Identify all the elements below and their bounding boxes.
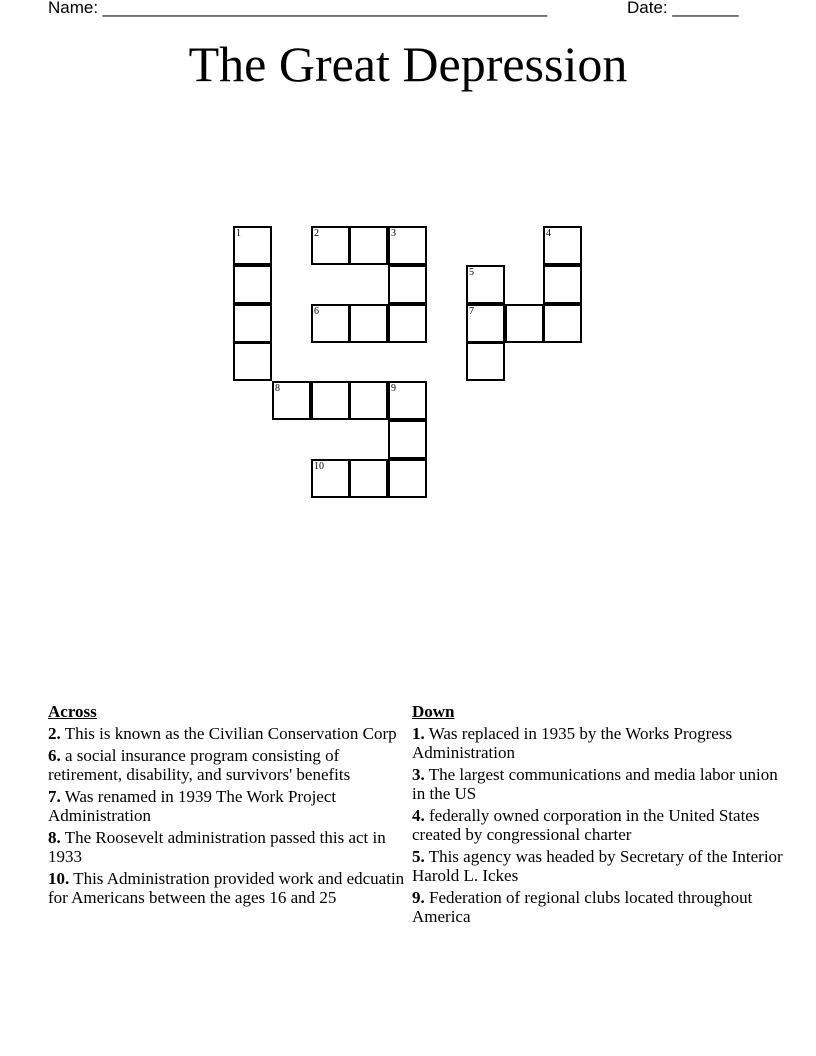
page-title: The Great Depression xyxy=(188,36,628,92)
name-field[interactable]: Name: _______________________________________________ xyxy=(48,0,548,17)
clue-text: a social insurance program consisting of retirement, disability, and survivors' benefits xyxy=(48,746,351,784)
down-clue xyxy=(412,847,792,885)
clue-text: Was replaced in 1935 by the Works Progress Administration xyxy=(412,724,733,762)
grid-cell[interactable] xyxy=(233,265,272,304)
clue-text: This is known as the Civilian Conservation Corp xyxy=(64,724,397,743)
across-heading: Across xyxy=(48,702,97,721)
clue-text: federally owned corporation in the United States created by congressional charter xyxy=(412,806,760,844)
grid-cell[interactable] xyxy=(311,226,350,265)
cell-number: 6 xyxy=(314,306,319,317)
grid-cell[interactable] xyxy=(233,226,272,265)
cell-number: 3 xyxy=(391,228,396,239)
clue-number: 4. xyxy=(412,806,425,825)
grid-cell[interactable] xyxy=(311,304,350,343)
cell-number: 9 xyxy=(391,383,396,394)
grid-cell[interactable] xyxy=(388,304,427,343)
down-clues xyxy=(412,702,792,929)
clue-number: 10. xyxy=(48,869,70,888)
date-field[interactable]: Date: _______ xyxy=(627,0,739,17)
down-clue xyxy=(412,765,792,803)
grid-cell[interactable] xyxy=(272,381,311,420)
grid-cell[interactable] xyxy=(388,265,427,304)
grid-cell[interactable] xyxy=(349,459,388,498)
grid-cell[interactable] xyxy=(233,304,272,343)
down-clue xyxy=(412,888,792,926)
grid-cell[interactable] xyxy=(349,226,388,265)
grid-cell[interactable] xyxy=(543,304,582,343)
clue-number: 3. xyxy=(412,765,425,784)
grid-cell[interactable] xyxy=(466,304,505,343)
grid-cell[interactable] xyxy=(466,342,505,381)
cell-number: 7 xyxy=(469,306,474,317)
clue-number: 5. xyxy=(412,847,425,866)
clue-number: 2. xyxy=(48,724,61,743)
across-clue xyxy=(48,869,408,907)
down-clue xyxy=(412,806,792,844)
grid-cell[interactable] xyxy=(349,381,388,420)
cell-number: 2 xyxy=(314,228,319,239)
across-clues xyxy=(48,702,408,910)
clue-text: Federation of regional clubs located throughout America xyxy=(412,888,753,926)
grid-cell[interactable] xyxy=(349,304,388,343)
cell-number: 1 xyxy=(236,228,241,239)
down-clue xyxy=(412,724,792,762)
cell-number: 8 xyxy=(275,383,280,394)
grid-cell[interactable] xyxy=(543,265,582,304)
cell-number: 4 xyxy=(546,228,551,239)
down-heading: Down xyxy=(412,702,455,721)
across-clue xyxy=(48,746,408,784)
clue-number: 1. xyxy=(412,724,425,743)
cell-number: 10 xyxy=(314,461,324,472)
clue-number: 9. xyxy=(412,888,425,907)
grid-cell[interactable] xyxy=(388,381,427,420)
clue-text: This Administration provided work and edcuatin for Americans between the ages 16 and 25 xyxy=(48,869,405,907)
cell-number: 5 xyxy=(469,267,474,278)
grid-cell[interactable] xyxy=(505,304,544,343)
across-clue xyxy=(48,787,408,825)
clue-text: The largest communications and media labor union in the US xyxy=(412,765,778,803)
clue-text: The Roosevelt administration passed this act in 1933 xyxy=(48,828,386,866)
grid-cell[interactable] xyxy=(233,342,272,381)
grid-cell[interactable] xyxy=(311,459,350,498)
clue-number: 7. xyxy=(48,787,61,806)
clue-number: 6. xyxy=(48,746,61,765)
grid-cell[interactable] xyxy=(388,226,427,265)
grid-cell[interactable] xyxy=(311,381,350,420)
grid-cell[interactable] xyxy=(388,459,427,498)
clue-text: This agency was headed by Secretary of the Interior Harold L. Ickes xyxy=(412,847,783,885)
grid-cell[interactable] xyxy=(543,226,582,265)
across-clue xyxy=(48,724,408,743)
grid-cell[interactable] xyxy=(466,265,505,304)
across-clue xyxy=(48,828,408,866)
clue-number: 8. xyxy=(48,828,61,847)
clue-text: Was renamed in 1939 The Work Project Administration xyxy=(48,787,337,825)
grid-cell[interactable] xyxy=(388,420,427,459)
